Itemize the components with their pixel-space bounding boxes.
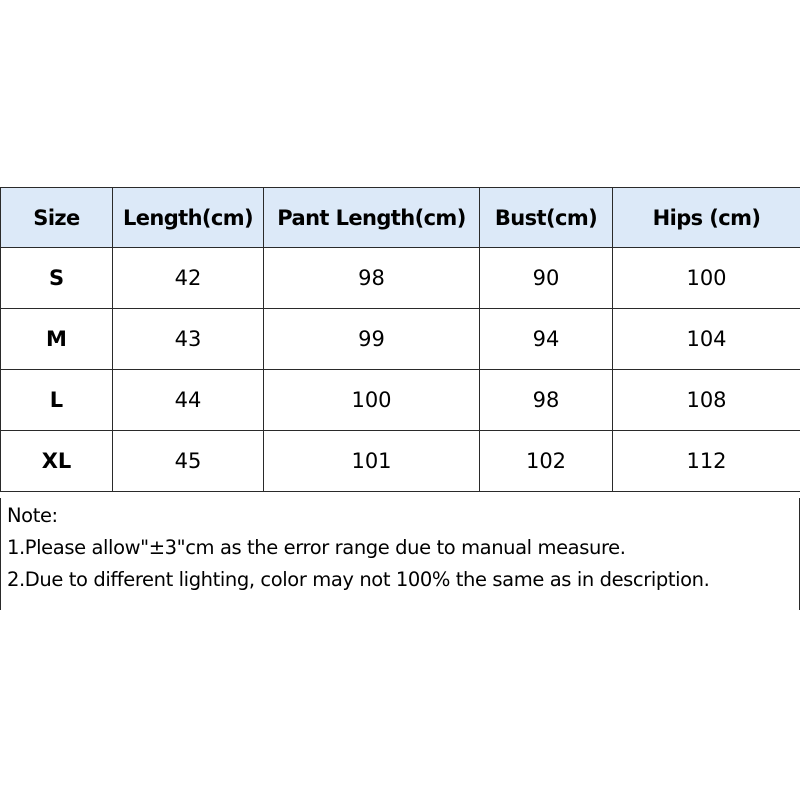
table-row	[1, 370, 800, 431]
size-cell: XL	[1, 431, 113, 492]
size-chart-table	[0, 187, 800, 492]
hips-cell: 104	[613, 309, 800, 370]
table-row	[1, 431, 800, 492]
length-cell: 42	[113, 248, 264, 309]
pant-length-cell: 100	[264, 370, 480, 431]
table-row	[1, 248, 800, 309]
note-item: 2.Due to different lighting, color may not 100% the same as in description.	[7, 568, 710, 591]
hips-cell: 100	[613, 248, 800, 309]
pant-length-cell: 101	[264, 431, 480, 492]
length-cell: 45	[113, 431, 264, 492]
size-cell: M	[1, 309, 113, 370]
hips-cell: 112	[613, 431, 800, 492]
size-cell: L	[1, 370, 113, 431]
header-length: Length(cm)	[113, 188, 264, 248]
pant-length-cell: 99	[264, 309, 480, 370]
bust-cell: 90	[480, 248, 613, 309]
pant-length-cell: 98	[264, 248, 480, 309]
bust-cell: 94	[480, 309, 613, 370]
bust-cell: 98	[480, 370, 613, 431]
notes-section	[0, 498, 800, 610]
header-pant-length: Pant Length(cm)	[264, 188, 480, 248]
hips-cell: 108	[613, 370, 800, 431]
notes-title: Note:	[7, 504, 58, 527]
note-item: 1.Please allow"±3"cm as the error range due to manual measure.	[7, 536, 626, 559]
header-bust: Bust(cm)	[480, 188, 613, 248]
bust-cell: 102	[480, 431, 613, 492]
table-row	[1, 309, 800, 370]
header-hips: Hips (cm)	[613, 188, 800, 248]
length-cell: 44	[113, 370, 264, 431]
size-cell: S	[1, 248, 113, 309]
table-header-row	[1, 188, 800, 248]
length-cell: 43	[113, 309, 264, 370]
header-size: Size	[1, 188, 113, 248]
